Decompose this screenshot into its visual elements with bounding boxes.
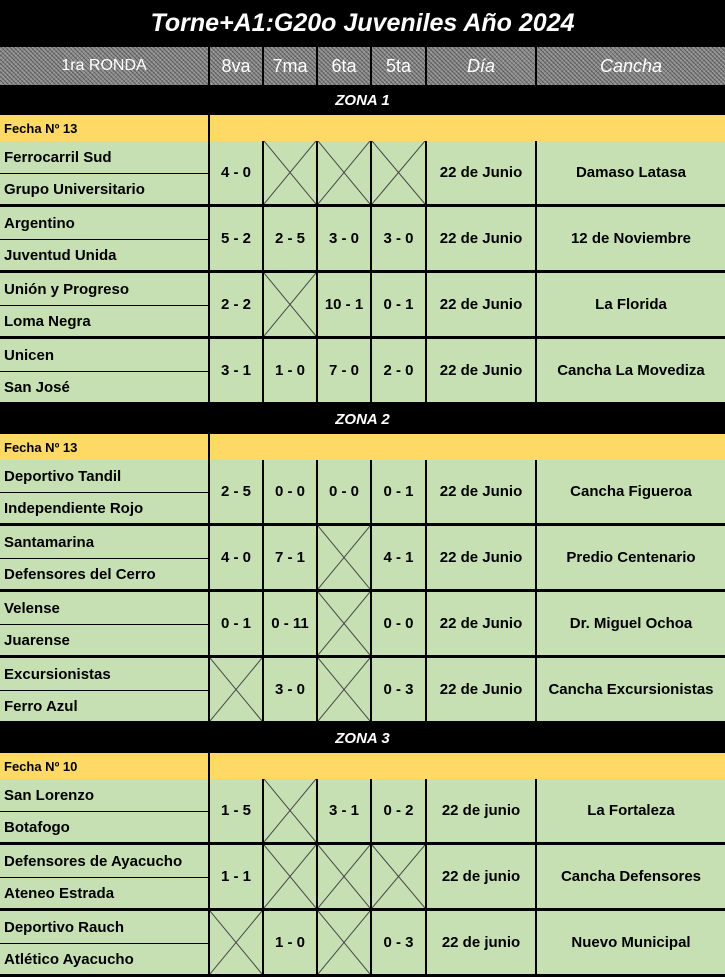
- match-day: 22 de Junio: [427, 141, 537, 207]
- crossed-out-cell: [264, 845, 318, 911]
- home-team: Ferrocarril Sud: [0, 141, 210, 174]
- result-7ma: 0 - 11: [264, 592, 318, 658]
- zona-header: ZONA 3: [0, 724, 725, 753]
- away-team: San José: [0, 372, 210, 405]
- result-6ta: 0 - 0: [318, 460, 372, 526]
- sheet-title: Torne+A1:G20o Juveniles Año 2024: [0, 0, 725, 47]
- header-dia: Día: [427, 47, 537, 85]
- crossed-out-cell: [318, 658, 372, 724]
- zona-header: ZONA 2: [0, 405, 725, 434]
- crossed-out-cell: [372, 845, 427, 911]
- match-venue: Nuevo Municipal: [537, 911, 725, 977]
- home-team: Unión y Progreso: [0, 273, 210, 306]
- match-venue: Cancha La Movediza: [537, 339, 725, 405]
- match-day: 22 de Junio: [427, 460, 537, 526]
- away-team: Botafogo: [0, 812, 210, 845]
- result-8va: 2 - 2: [210, 273, 264, 339]
- home-team: San Lorenzo: [0, 779, 210, 812]
- home-team: Velense: [0, 592, 210, 625]
- cross-mark-icon: [210, 911, 262, 974]
- crossed-out-cell: [264, 779, 318, 845]
- cross-mark-icon: [372, 845, 425, 908]
- cross-mark-icon: [372, 141, 425, 204]
- result-5ta: 0 - 3: [372, 658, 427, 724]
- result-6ta: 7 - 0: [318, 339, 372, 405]
- cross-mark-icon: [318, 141, 370, 204]
- home-team: Santamarina: [0, 526, 210, 559]
- cross-mark-icon: [264, 779, 316, 842]
- cross-mark-icon: [264, 845, 316, 908]
- cross-mark-icon: [264, 273, 316, 336]
- cross-mark-icon: [318, 658, 370, 721]
- crossed-out-cell: [318, 845, 372, 911]
- fecha-row-fill: [210, 115, 725, 141]
- home-team: Excursionistas: [0, 658, 210, 691]
- fecha-row-fill: [210, 434, 725, 460]
- match-venue: Dr. Miguel Ochoa: [537, 592, 725, 658]
- home-team: Unicen: [0, 339, 210, 372]
- match-venue: La Fortaleza: [537, 779, 725, 845]
- cross-mark-icon: [210, 658, 262, 721]
- away-team: Juventud Unida: [0, 240, 210, 273]
- home-team: Argentino: [0, 207, 210, 240]
- away-team: Ferro Azul: [0, 691, 210, 724]
- away-team: Ateneo Estrada: [0, 878, 210, 911]
- result-6ta: 10 - 1: [318, 273, 372, 339]
- home-team: Defensores de Ayacucho: [0, 845, 210, 878]
- fecha-label: Fecha Nº 10: [0, 753, 210, 779]
- header-8va: 8va: [210, 47, 264, 85]
- match-day: 22 de Junio: [427, 658, 537, 724]
- crossed-out-cell: [210, 658, 264, 724]
- crossed-out-cell: [318, 911, 372, 977]
- away-team: Independiente Rojo: [0, 493, 210, 526]
- result-6ta: 3 - 0: [318, 207, 372, 273]
- crossed-out-cell: [318, 141, 372, 207]
- cross-mark-icon: [318, 845, 370, 908]
- header-7ma: 7ma: [264, 47, 318, 85]
- away-team: Grupo Universitario: [0, 174, 210, 207]
- result-7ma: 1 - 0: [264, 339, 318, 405]
- crossed-out-cell: [264, 273, 318, 339]
- result-8va: 1 - 5: [210, 779, 264, 845]
- match-venue: La Florida: [537, 273, 725, 339]
- match-venue: Damaso Latasa: [537, 141, 725, 207]
- away-team: Loma Negra: [0, 306, 210, 339]
- cross-mark-icon: [318, 592, 370, 655]
- result-5ta: 0 - 2: [372, 779, 427, 845]
- match-venue: 12 de Noviembre: [537, 207, 725, 273]
- fecha-label: Fecha Nº 13: [0, 434, 210, 460]
- result-7ma: 0 - 0: [264, 460, 318, 526]
- zona-header: ZONA 1: [0, 86, 725, 115]
- result-5ta: 3 - 0: [372, 207, 427, 273]
- crossed-out-cell: [372, 141, 427, 207]
- crossed-out-cell: [318, 592, 372, 658]
- header-ronda: 1ra RONDA: [0, 47, 210, 85]
- home-team: Deportivo Rauch: [0, 911, 210, 944]
- match-day: 22 de Junio: [427, 207, 537, 273]
- match-day: 22 de junio: [427, 779, 537, 845]
- result-7ma: 7 - 1: [264, 526, 318, 592]
- header-6ta: 6ta: [318, 47, 372, 85]
- match-day: 22 de Junio: [427, 526, 537, 592]
- match-venue: Cancha Excursionistas: [537, 658, 725, 724]
- match-venue: Predio Centenario: [537, 526, 725, 592]
- result-5ta: 2 - 0: [372, 339, 427, 405]
- crossed-out-cell: [318, 526, 372, 592]
- crossed-out-cell: [210, 911, 264, 977]
- match-day: 22 de junio: [427, 911, 537, 977]
- header-cancha: Cancha: [537, 47, 725, 85]
- result-8va: 3 - 1: [210, 339, 264, 405]
- match-day: 22 de Junio: [427, 273, 537, 339]
- result-8va: 0 - 1: [210, 592, 264, 658]
- result-7ma: 2 - 5: [264, 207, 318, 273]
- cross-mark-icon: [264, 141, 316, 204]
- result-6ta: 3 - 1: [318, 779, 372, 845]
- match-venue: Cancha Defensores: [537, 845, 725, 911]
- away-team: Atlético Ayacucho: [0, 944, 210, 977]
- result-5ta: 0 - 0: [372, 592, 427, 658]
- away-team: Defensores del Cerro: [0, 559, 210, 592]
- result-5ta: 4 - 1: [372, 526, 427, 592]
- match-day: 22 de Junio: [427, 592, 537, 658]
- result-8va: 4 - 0: [210, 141, 264, 207]
- away-team: Juarense: [0, 625, 210, 658]
- result-5ta: 0 - 1: [372, 460, 427, 526]
- match-day: 22 de junio: [427, 845, 537, 911]
- result-8va: 1 - 1: [210, 845, 264, 911]
- cross-mark-icon: [318, 911, 370, 974]
- result-7ma: 3 - 0: [264, 658, 318, 724]
- home-team: Deportivo Tandil: [0, 460, 210, 493]
- fecha-label: Fecha Nº 13: [0, 115, 210, 141]
- result-8va: 4 - 0: [210, 526, 264, 592]
- fecha-row-fill: [210, 753, 725, 779]
- match-day: 22 de Junio: [427, 339, 537, 405]
- result-8va: 2 - 5: [210, 460, 264, 526]
- match-venue: Cancha Figueroa: [537, 460, 725, 526]
- result-5ta: 0 - 1: [372, 273, 427, 339]
- result-5ta: 0 - 3: [372, 911, 427, 977]
- result-7ma: 1 - 0: [264, 911, 318, 977]
- cross-mark-icon: [318, 526, 370, 589]
- header-5ta: 5ta: [372, 47, 427, 85]
- result-8va: 5 - 2: [210, 207, 264, 273]
- crossed-out-cell: [264, 141, 318, 207]
